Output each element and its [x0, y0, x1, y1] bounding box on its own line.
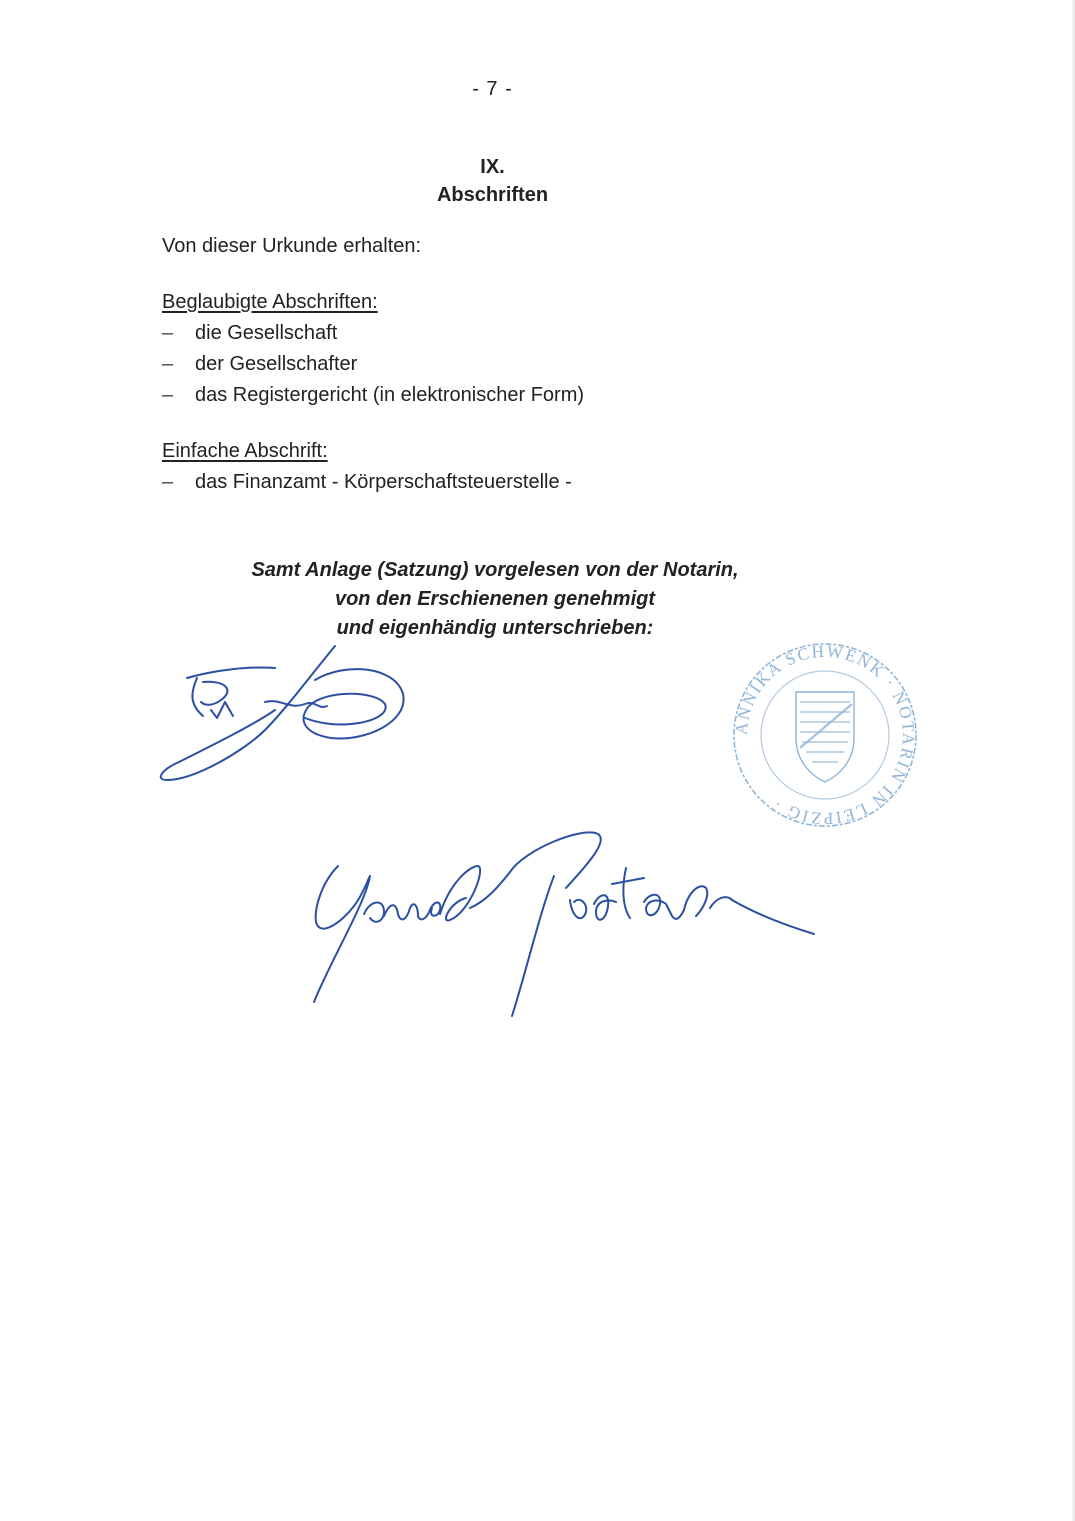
simple-copy-heading: Einfache Abschrift:: [162, 440, 328, 462]
list-item-text: das Registergericht (in elektronischer Form): [195, 384, 585, 406]
closing-line: und eigenhändig unterschrieben:: [336, 617, 654, 639]
list-item: [162, 349, 584, 380]
section-title: Abschriften: [436, 184, 549, 206]
closing-line: Samt Anlage (Satzung) vorgelesen von der Notarin,: [251, 559, 739, 581]
simple-copy-list: [162, 467, 572, 498]
list-dash: –: [162, 353, 174, 375]
list-item: [162, 380, 584, 411]
closing-statement: [160, 556, 830, 643]
list-item-text: der Gesellschafter: [195, 353, 358, 375]
page-number: - 7 -: [472, 78, 513, 100]
notary-signature: [300, 822, 820, 1022]
notary-seal: [730, 640, 920, 830]
list-item: [162, 467, 572, 498]
intro-text: Von dieser Urkunde erhalten:: [162, 235, 422, 257]
list-item: [162, 318, 584, 349]
closing-line: von den Erschienenen genehmigt: [334, 588, 656, 610]
certified-copies-list: [162, 318, 584, 411]
certified-copies-heading: Beglaubigte Abschriften:: [162, 291, 378, 313]
list-dash: –: [162, 471, 174, 493]
list-item-text: die Gesellschaft: [195, 322, 338, 344]
coat-of-arms-icon: [796, 692, 854, 782]
list-dash: –: [162, 384, 174, 406]
shareholder-signature: [155, 640, 415, 790]
section-number: IX.: [480, 156, 505, 178]
seal-text: ANNIKA SCHWENK · NOTARIN IN LEIPZIG ·: [731, 641, 919, 829]
svg-text:ANNIKA SCHWENK · NOTARIN IN LE: [732, 642, 919, 829]
list-item-text: das Finanzamt - Körperschaftsteuerstelle -: [195, 471, 572, 493]
list-dash: –: [162, 322, 174, 344]
